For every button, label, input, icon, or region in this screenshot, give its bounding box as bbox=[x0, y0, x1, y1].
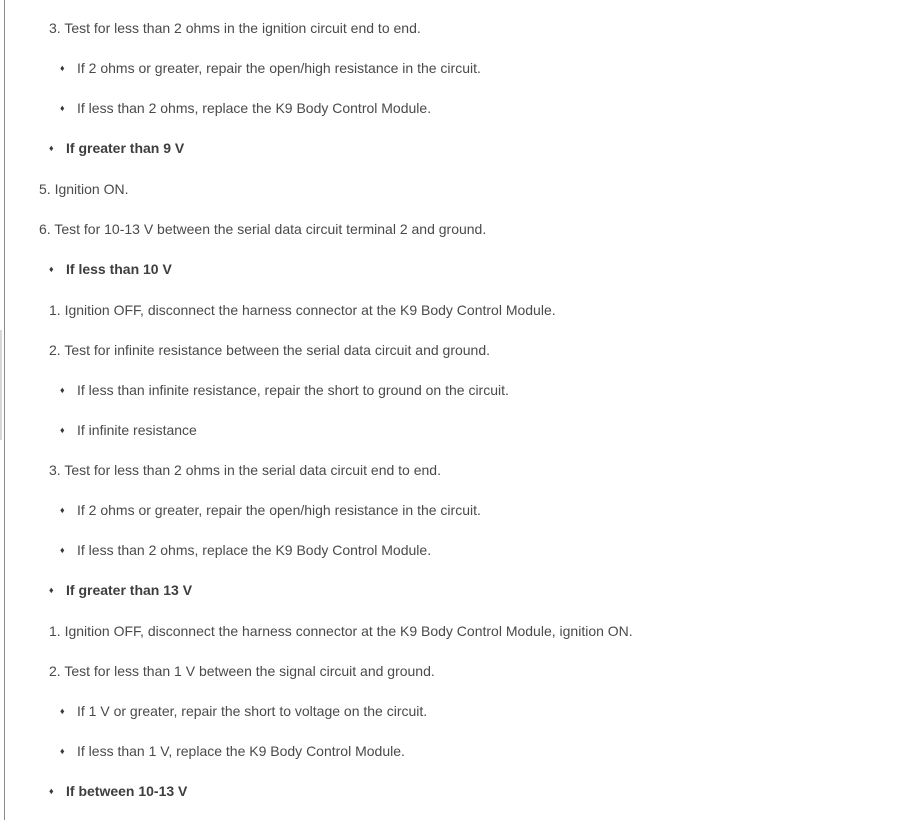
step-number: 3. bbox=[49, 462, 61, 478]
step-number: 6. bbox=[39, 221, 51, 237]
diamond-bullet-icon: ♦ bbox=[60, 63, 65, 73]
step-number: 1. bbox=[49, 302, 61, 318]
diamond-bullet-icon: ♦ bbox=[60, 545, 65, 555]
step-text bbox=[49, 18, 421, 38]
diamond-bullet-icon: ♦ bbox=[60, 746, 65, 756]
step-text bbox=[49, 300, 556, 320]
step-label: Ignition OFF, disconnect the harness connector at the K9 Body Control Module. bbox=[64, 302, 556, 318]
diamond-bullet-icon: ♦ bbox=[60, 706, 65, 716]
step-label: Test for less than 2 ohms in the ignition circuit end to end. bbox=[64, 20, 421, 36]
step-text bbox=[49, 661, 435, 681]
diamond-bullet-icon: ♦ bbox=[60, 505, 65, 515]
condition-text: If between 10-13 V bbox=[66, 783, 188, 799]
bullet-text: If infinite resistance bbox=[77, 422, 197, 438]
step-text bbox=[49, 621, 633, 641]
step-label: Ignition OFF, disconnect the harness connector at the K9 Body Control Module, ignition ON. bbox=[64, 623, 633, 639]
bullet-text: If less than 2 ohms, replace the K9 Body Control Module. bbox=[77, 542, 432, 558]
step-label: Test for less than 1 V between the signal circuit and ground. bbox=[64, 663, 435, 679]
condition-text: If less than 10 V bbox=[66, 261, 172, 277]
step-number: 5. bbox=[39, 181, 51, 197]
step-text bbox=[49, 340, 490, 360]
diamond-bullet-icon: ♦ bbox=[49, 786, 54, 796]
bullet-text: If 1 V or greater, repair the short to voltage on the circuit. bbox=[77, 703, 428, 719]
step-number: 1. bbox=[49, 623, 61, 639]
diamond-bullet-icon: ♦ bbox=[60, 425, 65, 435]
diamond-bullet-icon: ♦ bbox=[60, 103, 65, 113]
step-number: 2. bbox=[49, 663, 61, 679]
condition-text: If greater than 9 V bbox=[66, 140, 185, 156]
step-label: Test for infinite resistance between the serial data circuit and ground. bbox=[64, 342, 491, 358]
diamond-bullet-icon: ♦ bbox=[49, 585, 54, 595]
step-text bbox=[49, 460, 441, 480]
step-text bbox=[39, 219, 486, 239]
bullet-text: If less than infinite resistance, repair the short to ground on the circuit. bbox=[77, 382, 509, 398]
step-label: Test for less than 2 ohms in the serial data circuit end to end. bbox=[64, 462, 441, 478]
diamond-bullet-icon: ♦ bbox=[49, 264, 54, 274]
bullet-text: If less than 2 ohms, replace the K9 Body Control Module. bbox=[77, 100, 432, 116]
diamond-bullet-icon: ♦ bbox=[49, 143, 54, 153]
diamond-bullet-icon: ♦ bbox=[60, 385, 65, 395]
step-label: Ignition ON. bbox=[54, 181, 129, 197]
bullet-text: If 2 ohms or greater, repair the open/high resistance in the circuit. bbox=[77, 60, 481, 76]
step-number: 2. bbox=[49, 342, 61, 358]
step-number: 3. bbox=[49, 20, 61, 36]
step-label: Test for 10-13 V between the serial data circuit terminal 2 and ground. bbox=[54, 221, 487, 237]
step-text bbox=[39, 179, 129, 199]
bullet-text: If 2 ohms or greater, repair the open/high resistance in the circuit. bbox=[77, 502, 481, 518]
condition-text: If greater than 13 V bbox=[66, 582, 193, 598]
bullet-text: If less than 1 V, replace the K9 Body Control Module. bbox=[77, 743, 405, 759]
